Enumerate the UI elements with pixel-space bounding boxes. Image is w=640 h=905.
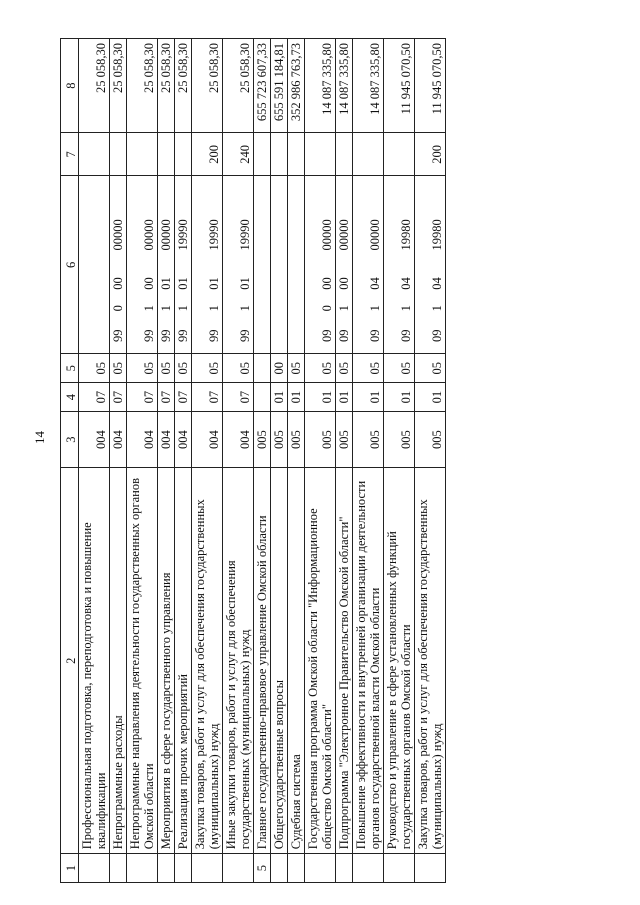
target-article-extra — [399, 176, 413, 201]
target-article-subprogram: 1 — [430, 305, 444, 312]
admin-code-cell — [353, 411, 384, 467]
amount-cell — [336, 39, 353, 133]
name-cell — [353, 468, 384, 854]
subsection-code: 05 — [289, 362, 303, 375]
admin-code-cell — [384, 411, 415, 467]
admin-code: 004 — [207, 430, 221, 449]
amount-value: 655 591 184,81 — [272, 43, 286, 122]
target-article-program: 09 — [320, 329, 334, 342]
target-article-extra — [159, 176, 173, 201]
admin-code-cell — [175, 411, 192, 467]
header-row — [61, 39, 79, 883]
amount-value: 14 087 335,80 — [320, 43, 334, 115]
admin-code: 005 — [368, 430, 382, 449]
target-article-event: 04 — [368, 277, 382, 290]
section-cell — [336, 383, 353, 412]
target-article-direction: 19980 — [430, 219, 444, 251]
target-article-cell — [254, 176, 271, 354]
amount-cell — [223, 39, 254, 133]
target-article-program: 99 — [159, 329, 173, 342]
subsection-cell — [384, 354, 415, 383]
amount-cell — [110, 39, 127, 133]
table-row — [223, 39, 254, 883]
section-code: 01 — [430, 390, 444, 404]
target-article-parts — [142, 176, 156, 353]
target-article-extra — [238, 176, 252, 201]
target-article-cell — [175, 176, 192, 354]
row-number-cell — [305, 854, 336, 883]
subsection-cell — [175, 354, 192, 383]
section-cell — [353, 383, 384, 412]
target-article-subprogram: 1 — [337, 305, 351, 312]
column-header: 2 — [61, 468, 79, 854]
target-article-extra — [337, 176, 351, 201]
amount-cell — [192, 39, 223, 133]
name-cell — [127, 468, 158, 854]
section-code: 07 — [94, 390, 108, 404]
target-article-cell — [353, 176, 384, 354]
target-article-parts — [368, 176, 382, 353]
row-name: Профессиональная подготовка, переподготовка и повышение квалификации — [80, 522, 108, 850]
target-article-direction: 00000 — [337, 219, 351, 251]
expense-type-code: 200 — [207, 144, 221, 164]
name-cell — [415, 468, 446, 854]
table-row — [127, 39, 158, 883]
target-article-subprogram: 1 — [368, 305, 382, 312]
row-name: Реализация прочих мероприятий — [176, 674, 190, 850]
table-row — [158, 39, 175, 883]
table-row — [415, 39, 446, 883]
subsection-code: 00 — [272, 362, 286, 375]
row-number-cell — [223, 854, 254, 883]
amount-value: 11 945 070,50 — [430, 43, 444, 115]
expense-type-cell — [79, 133, 110, 176]
subsection-cell — [127, 354, 158, 383]
section-cell — [254, 383, 271, 412]
table-row — [175, 39, 192, 883]
subsection-cell — [192, 354, 223, 383]
subsection-cell — [79, 354, 110, 383]
row-number-cell — [415, 854, 446, 883]
target-article-cell — [271, 176, 288, 354]
target-article-cell — [158, 176, 175, 354]
subsection-code: 05 — [176, 362, 190, 375]
amount-value: 25 058,30 — [142, 43, 156, 93]
admin-code: 004 — [111, 430, 125, 449]
row-number: 5 — [255, 864, 269, 872]
name-cell — [175, 468, 192, 854]
column-header: 8 — [61, 39, 79, 133]
admin-code-cell — [192, 411, 223, 467]
admin-code: 005 — [289, 430, 303, 449]
admin-code: 005 — [255, 430, 269, 449]
section-cell — [288, 383, 305, 412]
subsection-code: 05 — [159, 362, 173, 375]
target-article-parts — [238, 176, 252, 353]
target-article-parts — [207, 176, 221, 353]
subsection-code: 05 — [94, 362, 108, 375]
section-code: 07 — [238, 390, 252, 404]
admin-code: 004 — [176, 430, 190, 449]
section-code: 01 — [337, 390, 351, 404]
row-name: Закупка товаров, работ и услуг для обеспечения государственных (муниципальных) нужд — [416, 499, 444, 850]
admin-code-cell — [223, 411, 254, 467]
section-code: 01 — [368, 390, 382, 404]
amount-value: 25 058,30 — [176, 43, 190, 93]
row-name: Государственная программа Омской области "Информационное общество Омской области" — [306, 508, 334, 850]
target-article-direction: 19990 — [238, 219, 252, 251]
target-article-parts — [176, 176, 190, 353]
amount-cell — [415, 39, 446, 133]
budget-table — [60, 38, 446, 883]
subsection-cell — [415, 354, 446, 383]
amount-cell — [384, 39, 415, 133]
subsection-cell — [110, 354, 127, 383]
expense-type-cell — [110, 133, 127, 176]
target-article-cell — [192, 176, 223, 354]
admin-code-cell — [158, 411, 175, 467]
name-cell — [254, 468, 271, 854]
target-article-subprogram: 0 — [111, 305, 125, 312]
target-article-program: 99 — [142, 329, 156, 342]
expense-type-code: 200 — [430, 144, 444, 164]
subsection-cell — [271, 354, 288, 383]
row-name: Общегосударственные вопросы — [272, 679, 286, 850]
column-header: 5 — [61, 354, 79, 383]
admin-code: 004 — [142, 430, 156, 449]
section-code: 07 — [176, 390, 190, 404]
expense-type-cell — [175, 133, 192, 176]
admin-code-cell — [288, 411, 305, 467]
row-name: Иные закупки товаров, работ и услуг для обеспечения государственных (муниципальных) нужд — [224, 560, 252, 850]
subsection-code: 05 — [207, 362, 221, 375]
name-cell — [192, 468, 223, 854]
amount-value: 352 986 763,73 — [289, 43, 303, 122]
target-article-extra — [176, 176, 190, 201]
table-row — [305, 39, 336, 883]
column-header: 3 — [61, 411, 79, 467]
row-number-cell — [192, 854, 223, 883]
section-cell — [175, 383, 192, 412]
section-cell — [192, 383, 223, 412]
target-article-parts — [399, 176, 413, 353]
section-code: 01 — [272, 390, 286, 404]
table-row — [271, 39, 288, 883]
admin-code-cell — [254, 411, 271, 467]
amount-cell — [305, 39, 336, 133]
target-article-direction: 00000 — [111, 219, 125, 251]
target-article-cell — [223, 176, 254, 354]
target-article-parts — [111, 176, 125, 353]
target-article-extra — [207, 176, 221, 201]
name-cell — [110, 468, 127, 854]
subsection-cell — [288, 354, 305, 383]
name-cell — [305, 468, 336, 854]
admin-code: 004 — [238, 430, 252, 449]
table-row — [254, 39, 271, 883]
subsection-code: 05 — [111, 362, 125, 375]
target-article-program: 09 — [337, 329, 351, 342]
admin-code-cell — [127, 411, 158, 467]
amount-cell — [271, 39, 288, 133]
expense-type-cell — [288, 133, 305, 176]
row-name: Непрограммные расходы — [111, 715, 125, 850]
target-article-program: 99 — [111, 329, 125, 342]
row-number-cell — [336, 854, 353, 883]
row-number-cell — [127, 854, 158, 883]
target-article-subprogram: 1 — [399, 305, 413, 312]
expense-type-cell — [192, 133, 223, 176]
table-row — [192, 39, 223, 883]
target-article-subprogram: 1 — [207, 305, 221, 312]
section-code: 07 — [142, 390, 156, 404]
row-name: Судебная система — [289, 754, 303, 850]
target-article-event: 01 — [159, 277, 173, 290]
admin-code-cell — [305, 411, 336, 467]
table-row — [353, 39, 384, 883]
admin-code: 005 — [320, 430, 334, 449]
admin-code: 005 — [337, 430, 351, 449]
target-article-direction: 00000 — [159, 219, 173, 251]
target-article-program: 99 — [238, 329, 252, 342]
section-code: 01 — [320, 390, 334, 404]
name-cell — [288, 468, 305, 854]
target-article-cell — [305, 176, 336, 354]
section-cell — [384, 383, 415, 412]
section-code: 07 — [207, 390, 221, 404]
target-article-cell — [336, 176, 353, 354]
subsection-code: 05 — [368, 362, 382, 375]
admin-code: 005 — [272, 430, 286, 449]
amount-cell — [288, 39, 305, 133]
expense-type-cell — [415, 133, 446, 176]
row-name: Закупка товаров, работ и услуг для обеспечения государственных (муниципальных) нужд — [193, 499, 221, 850]
name-cell — [158, 468, 175, 854]
column-header: 6 — [61, 176, 79, 354]
name-cell — [79, 468, 110, 854]
admin-code-cell — [415, 411, 446, 467]
amount-value: 655 723 607,33 — [255, 43, 269, 122]
target-article-subprogram: 1 — [142, 305, 156, 312]
section-cell — [305, 383, 336, 412]
expense-type-cell — [384, 133, 415, 176]
target-article-cell — [79, 176, 110, 354]
target-article-program: 99 — [207, 329, 221, 342]
target-article-event: 00 — [337, 277, 351, 290]
target-article-subprogram: 0 — [320, 305, 334, 312]
target-article-extra — [111, 176, 125, 201]
target-article-cell — [288, 176, 305, 354]
expense-type-cell — [336, 133, 353, 176]
target-article-subprogram: 1 — [176, 305, 190, 312]
target-article-event: 01 — [176, 277, 190, 290]
section-cell — [271, 383, 288, 412]
target-article-parts — [337, 176, 351, 353]
table-row — [288, 39, 305, 883]
row-number-cell — [175, 854, 192, 883]
column-header: 7 — [61, 133, 79, 176]
expense-type-cell — [254, 133, 271, 176]
row-number-cell — [384, 854, 415, 883]
name-cell — [271, 468, 288, 854]
section-cell — [127, 383, 158, 412]
target-article-cell — [110, 176, 127, 354]
target-article-event: 04 — [430, 277, 444, 290]
subsection-code: 05 — [238, 362, 252, 375]
target-article-event: 01 — [238, 277, 252, 290]
expense-type-code: 240 — [238, 144, 252, 164]
target-article-direction: 19990 — [176, 219, 190, 251]
subsection-code: 05 — [337, 362, 351, 375]
admin-code-cell — [336, 411, 353, 467]
target-article-program: 09 — [430, 329, 444, 342]
row-name: Непрограммные направления деятельности государственных органов Омской области — [128, 477, 156, 850]
row-number-cell — [271, 854, 288, 883]
section-code: 07 — [159, 390, 173, 404]
expense-type-cell — [305, 133, 336, 176]
target-article-direction: 19990 — [207, 219, 221, 251]
target-article-cell — [127, 176, 158, 354]
subsection-cell — [254, 354, 271, 383]
row-number-cell — [158, 854, 175, 883]
admin-code-cell — [79, 411, 110, 467]
section-code: 01 — [399, 390, 413, 404]
target-article-extra — [430, 176, 444, 201]
name-cell — [223, 468, 254, 854]
amount-cell — [254, 39, 271, 133]
amount-value: 25 058,30 — [159, 43, 173, 93]
row-number-cell — [79, 854, 110, 883]
target-article-direction: 00000 — [368, 219, 382, 251]
subsection-code: 05 — [320, 362, 334, 375]
target-article-event: 00 — [320, 277, 334, 290]
amount-cell — [158, 39, 175, 133]
row-number-cell — [288, 854, 305, 883]
target-article-extra — [368, 176, 382, 201]
expense-type-cell — [353, 133, 384, 176]
budget-table-page — [60, 38, 620, 883]
name-cell — [384, 468, 415, 854]
row-name: Мероприятия в сфере государственного управления — [159, 572, 173, 850]
table-row — [336, 39, 353, 883]
amount-value: 14 087 335,80 — [368, 43, 382, 115]
admin-code: 004 — [94, 430, 108, 449]
amount-cell — [79, 39, 110, 133]
target-article-cell — [384, 176, 415, 354]
row-name: Руководство и управление в сфере установленных функций государственных органов Омской области — [385, 531, 413, 850]
target-article-program: 09 — [399, 329, 413, 342]
admin-code: 004 — [159, 430, 173, 449]
target-article-extra — [142, 176, 156, 201]
admin-code-cell — [271, 411, 288, 467]
subsection-code: 05 — [430, 362, 444, 375]
expense-type-cell — [223, 133, 254, 176]
admin-code: 005 — [430, 430, 444, 449]
subsection-cell — [305, 354, 336, 383]
table-row — [384, 39, 415, 883]
expense-type-cell — [271, 133, 288, 176]
expense-type-cell — [158, 133, 175, 176]
target-article-direction: 00000 — [142, 219, 156, 251]
target-article-program: 09 — [368, 329, 382, 342]
row-number-cell — [353, 854, 384, 883]
name-cell — [336, 468, 353, 854]
column-header: 1 — [61, 854, 79, 883]
row-name: Повышение эффективности и внутренней организации деятельности органов государственной власти Омской области — [354, 480, 382, 850]
amount-value: 25 058,30 — [111, 43, 125, 93]
target-article-event: 00 — [142, 277, 156, 290]
target-article-parts — [430, 176, 444, 353]
target-article-parts — [159, 176, 173, 353]
target-article-direction: 19980 — [399, 219, 413, 251]
page-number: 14 — [32, 431, 47, 444]
amount-value: 11 945 070,50 — [399, 43, 413, 115]
target-article-subprogram: 1 — [238, 305, 252, 312]
row-number-cell — [254, 854, 271, 883]
subsection-cell — [223, 354, 254, 383]
subsection-cell — [353, 354, 384, 383]
section-cell — [110, 383, 127, 412]
amount-cell — [175, 39, 192, 133]
section-cell — [79, 383, 110, 412]
amount-cell — [127, 39, 158, 133]
target-article-parts — [320, 176, 334, 353]
amount-value: 14 087 335,80 — [337, 43, 351, 115]
target-article-program: 99 — [176, 329, 190, 342]
target-article-subprogram: 1 — [159, 305, 173, 312]
target-article-event: 00 — [111, 277, 125, 290]
section-code: 01 — [289, 390, 303, 404]
section-code: 07 — [111, 390, 125, 404]
section-cell — [415, 383, 446, 412]
target-article-event: 01 — [207, 277, 221, 290]
amount-cell — [353, 39, 384, 133]
row-name: Главное государственно-правовое управление Омской области — [255, 515, 269, 850]
row-number-cell — [110, 854, 127, 883]
subsection-code: 05 — [399, 362, 413, 375]
table-row — [110, 39, 127, 883]
admin-code: 005 — [399, 430, 413, 449]
row-name: Подпрограмма "Электронное Правительство Омской области" — [337, 516, 351, 850]
amount-value: 25 058,30 — [207, 43, 221, 93]
amount-value: 25 058,30 — [94, 43, 108, 93]
target-article-extra — [320, 176, 334, 201]
subsection-code: 05 — [142, 362, 156, 375]
target-article-cell — [415, 176, 446, 354]
section-cell — [158, 383, 175, 412]
section-cell — [223, 383, 254, 412]
admin-code-cell — [110, 411, 127, 467]
target-article-direction: 00000 — [320, 219, 334, 251]
expense-type-cell — [127, 133, 158, 176]
subsection-cell — [336, 354, 353, 383]
amount-value: 25 058,30 — [238, 43, 252, 93]
table-row — [79, 39, 110, 883]
subsection-cell — [158, 354, 175, 383]
column-header: 4 — [61, 383, 79, 412]
target-article-event: 04 — [399, 277, 413, 290]
